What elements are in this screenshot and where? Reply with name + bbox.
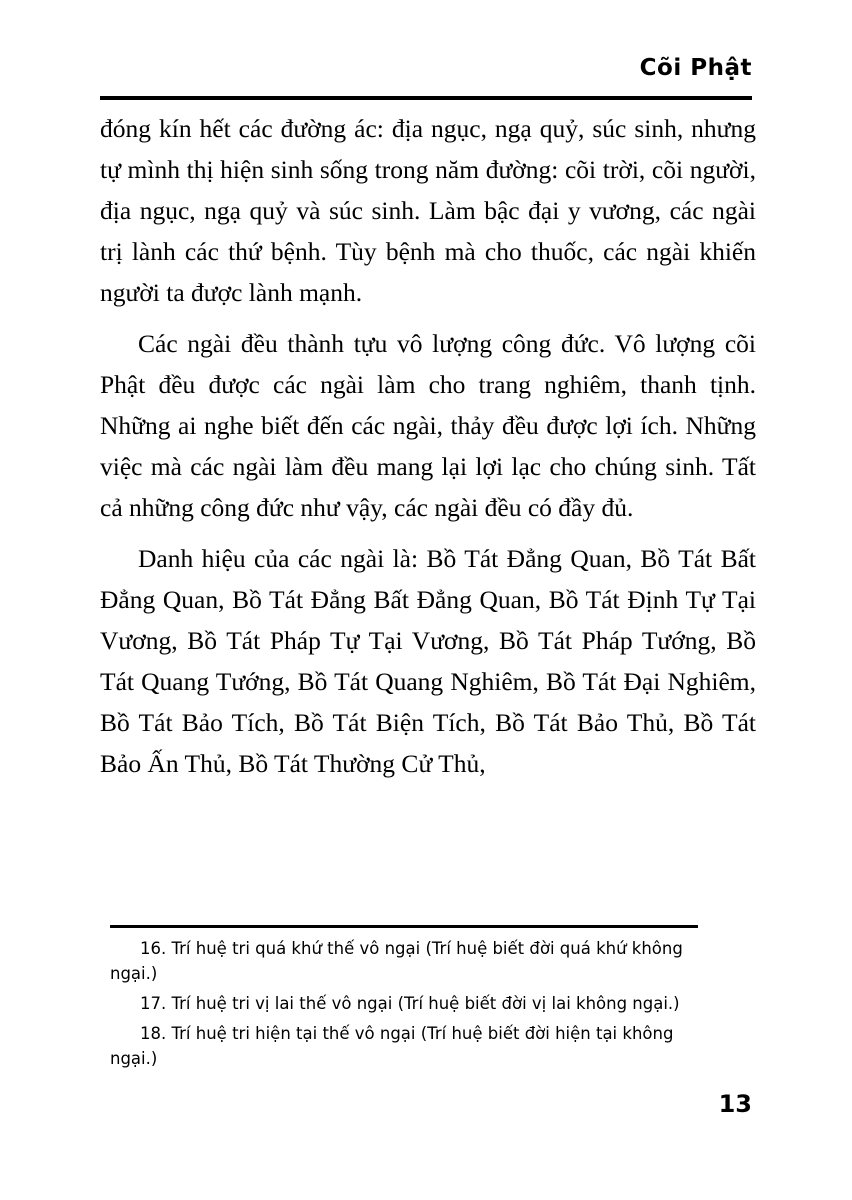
body-text <box>100 108 756 794</box>
footnote-item: 16. Trí huệ tri quá khứ thế vô ngại (Trí huệ biết đời quá khứ không ngại.) <box>110 939 683 983</box>
footnote-item: 17. Trí huệ tri vị lai thế vô ngại (Trí huệ biết đời vị lai không ngại.) <box>140 994 680 1013</box>
running-header: Cõi Phật <box>639 55 752 81</box>
footnote-list <box>110 936 710 1076</box>
footnote-item: 18. Trí huệ tri hiện tại thế vô ngại (Trí huệ biết đời hiện tại không ngại.) <box>110 1024 674 1068</box>
paragraph: Các ngài đều thành tựu vô lượng công đức. Vô lượng cõi Phật đều được các ngài làm cho trang nghiêm, thanh tịnh. Những ai nghe biết đến các ngài, thảy đều được lợi ích. Những việc mà các ngài làm đều mang lại lợi lạc cho chúng sinh. Tất cả những công đức như vậy, các ngài đều có đầy đủ. <box>100 329 756 522</box>
footnote-divider <box>110 925 698 928</box>
paragraph: đóng kín hết các đường ác: địa ngục, ngạ quỷ, súc sinh, nhưng tự mình thị hiện sinh sống trong năm đường: cõi trời, cõi người, địa ngục, ngạ quỷ và súc sinh. Làm bậc đại y vương, các ngài trị lành các thứ bệnh. Tùy bệnh mà cho thuốc, các ngài khiến người ta được lành mạnh. <box>100 114 756 307</box>
page-number: 13 <box>718 1090 752 1118</box>
paragraph: Danh hiệu của các ngài là: Bồ Tát Đẳng Quan, Bồ Tát Bất Đẳng Quan, Bồ Tát Đẳng Bất Đẳng Quan, Bồ Tát Định Tự Tại Vương, Bồ Tát Pháp Tự Tại Vương, Bồ Tát Pháp Tướng, Bồ Tát Quang Tướng, Bồ Tát Quang Nghiêm, Bồ Tát Đại Nghiêm, Bồ Tát Bảo Tích, Bồ Tát Biện Tích, Bồ Tát Bảo Thủ, Bồ Tát Bảo Ấn Thủ, Bồ Tát Thường Cử Thủ, <box>100 544 756 778</box>
header-divider <box>100 96 752 100</box>
